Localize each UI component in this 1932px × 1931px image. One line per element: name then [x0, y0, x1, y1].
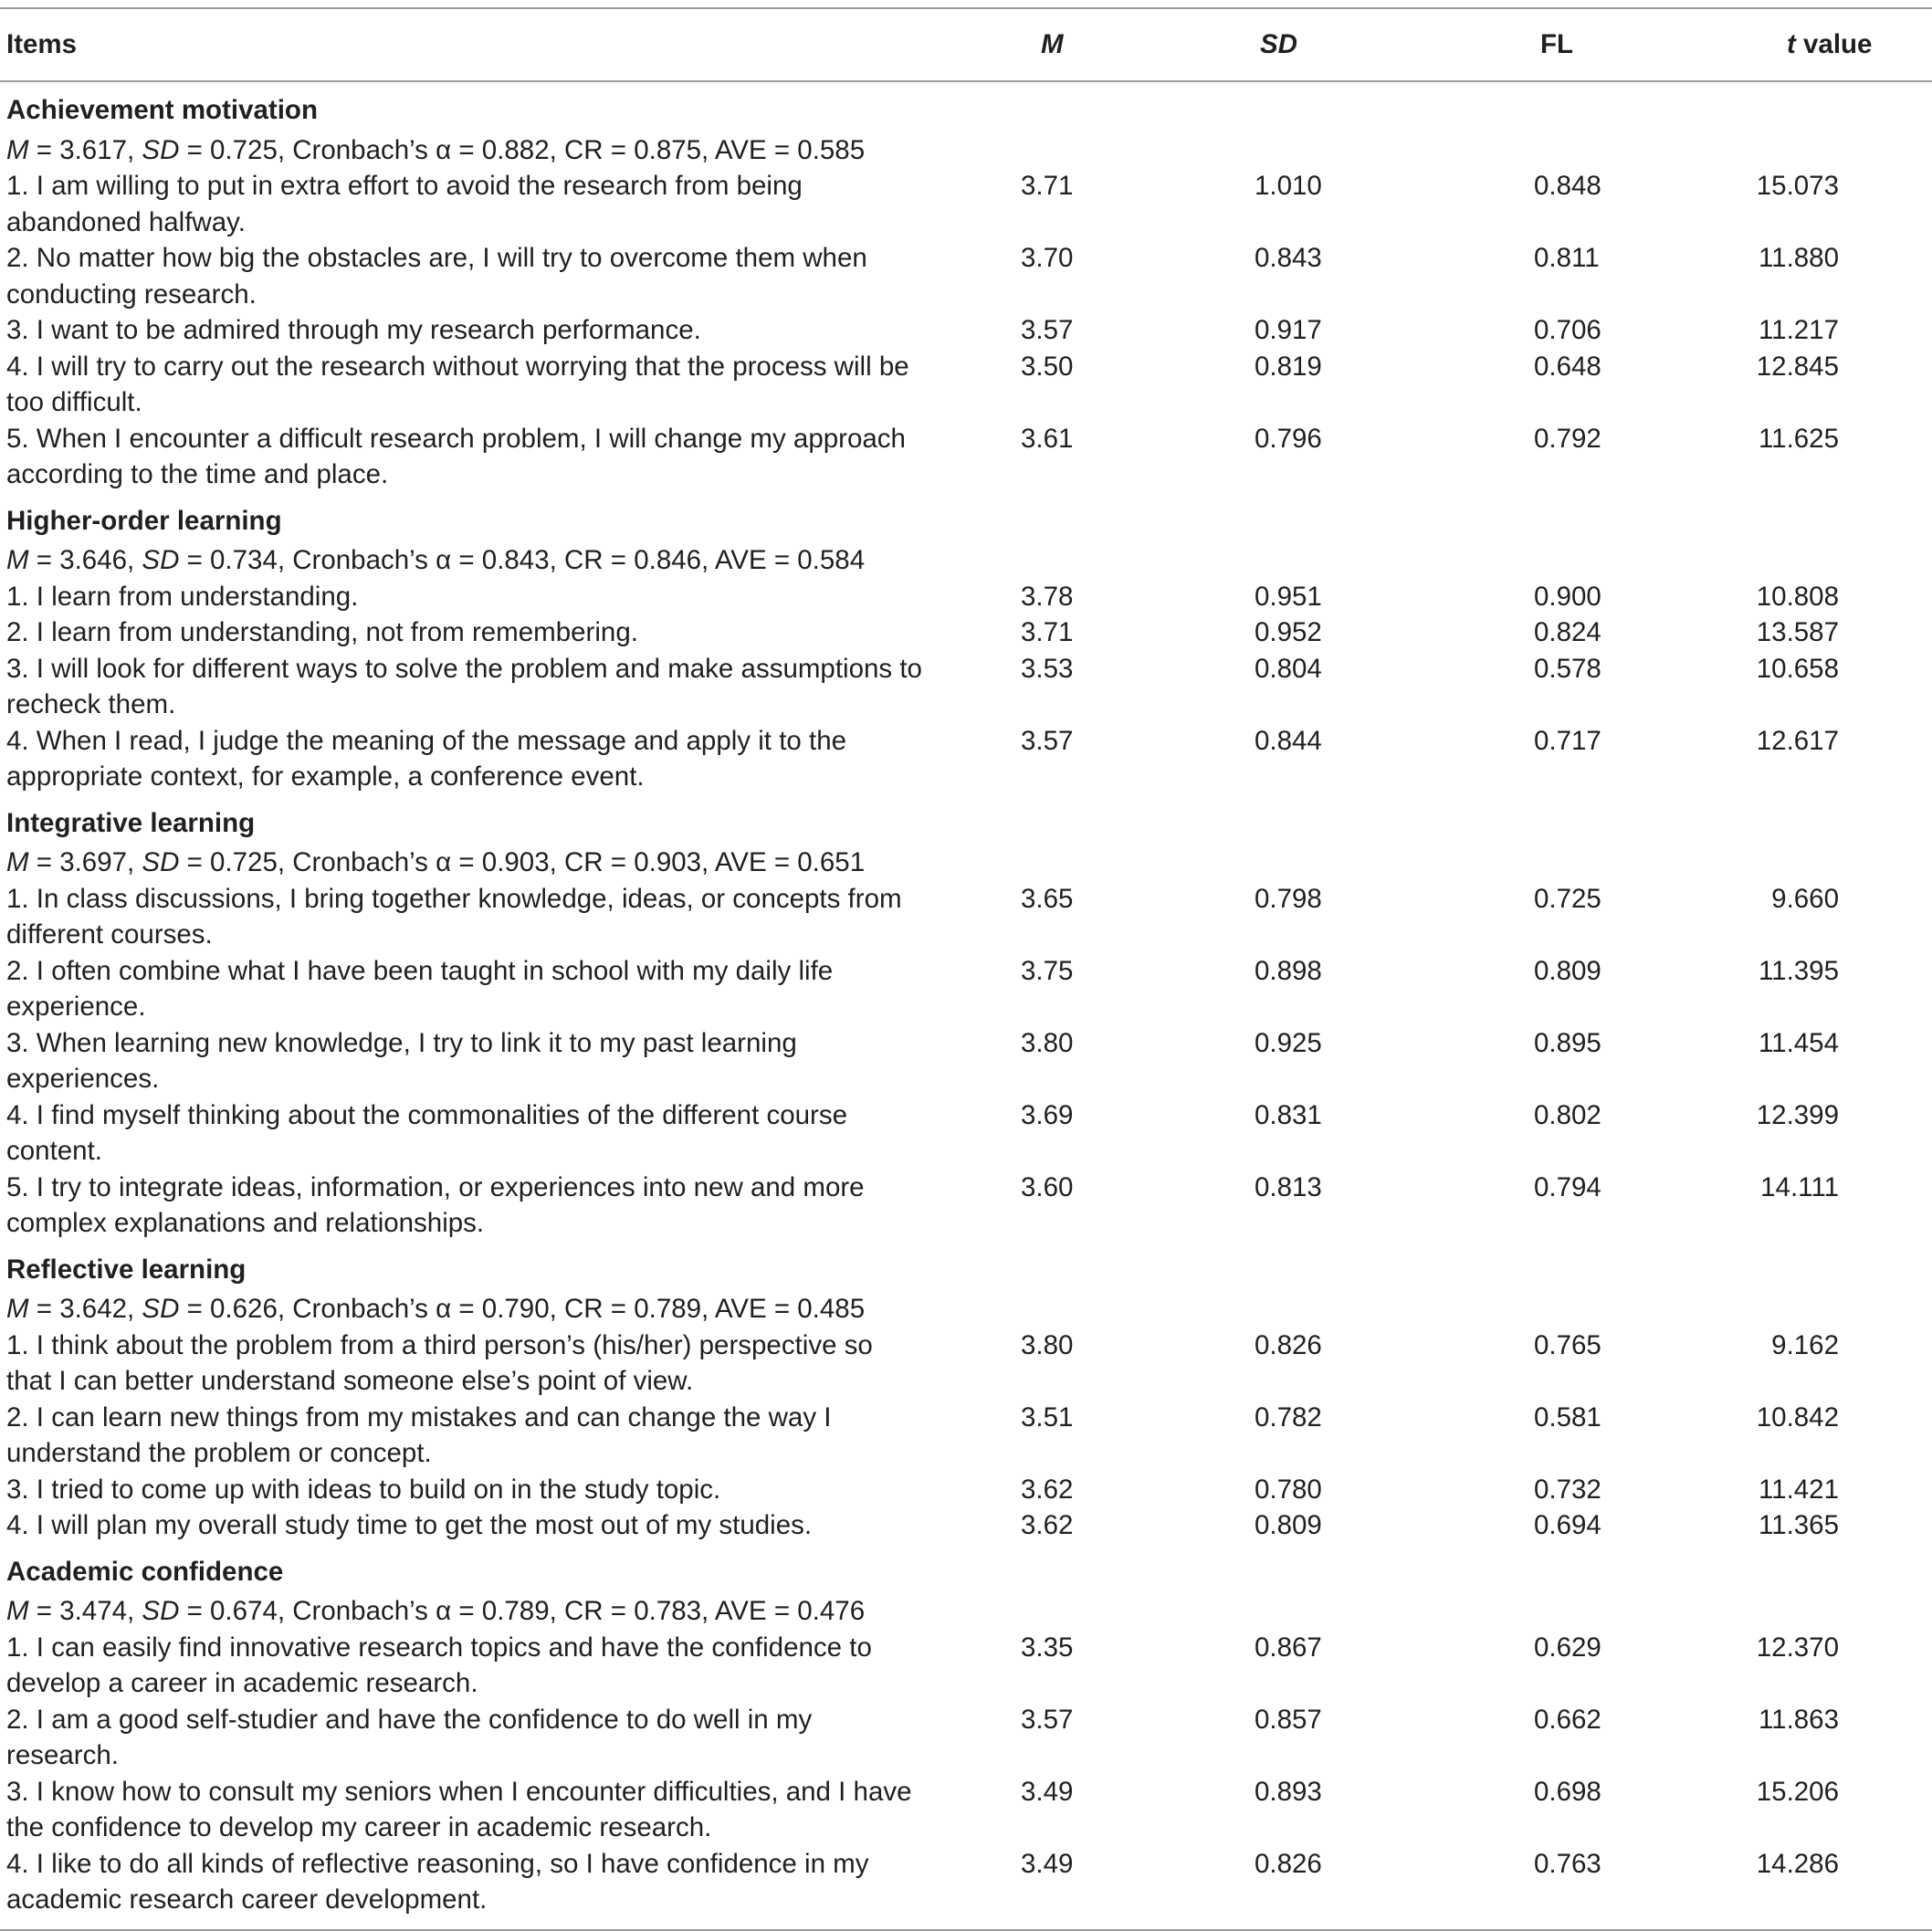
section-title: Integrative learning [6, 807, 256, 838]
item-text: 5. I try to integrate ideas, information, or experiences into new and more complex explanations and relationships. [6, 1171, 865, 1238]
cell-fl: 0.794 [1534, 1171, 1601, 1202]
cell-fl: 0.629 [1534, 1632, 1601, 1663]
section-stats-row [0, 542, 1932, 579]
stats-sd-value: = 0.734, Cronbach’s α = 0.843, CR = 0.846, AVE = 0.584 [179, 545, 866, 575]
table-row [0, 240, 1932, 312]
cell-t-value: 11.625 [1758, 423, 1839, 454]
table-header [0, 8, 1932, 81]
section-stats-row [0, 132, 1932, 169]
table-row [0, 1328, 1932, 1400]
cell-sd: 0.813 [1255, 1171, 1322, 1202]
cell-m: 3.69 [1021, 1099, 1074, 1130]
item-text: 2. No matter how big the obstacles are, I will try to overcome them when conducting research. [6, 243, 867, 310]
stats-sd-label: SD [142, 1596, 180, 1626]
cell-fl: 0.706 [1534, 315, 1601, 345]
stats-m-value: = 3.646, [28, 545, 142, 575]
item-text: 3. I tried to come up with ideas to build on in the study topic. [6, 1474, 721, 1505]
table-row [0, 1702, 1932, 1774]
cell-t-value: 12.845 [1756, 351, 1839, 382]
cell-m: 3.57 [1021, 315, 1074, 345]
stats-m-label: M [6, 847, 29, 877]
stats-m-value: = 3.474, [28, 1596, 142, 1626]
cell-fl: 0.811 [1534, 243, 1600, 273]
cell-m: 3.71 [1021, 171, 1074, 201]
section-stats [0, 845, 1932, 881]
item-text: 1. I think about the problem from a third person’s (his/her) perspective so that I can better understand someone else’s point of view. [6, 1329, 873, 1396]
cell-m: 3.62 [1021, 1474, 1074, 1505]
cell-sd: 0.917 [1255, 315, 1322, 345]
cell-sd: 0.831 [1255, 1099, 1322, 1130]
item-text: 3. I want to be admired through my research performance. [6, 315, 701, 345]
cell-t-value: 9.162 [1771, 1329, 1839, 1360]
cell-sd: 0.857 [1255, 1704, 1322, 1735]
cell-t-value: 13.587 [1756, 617, 1839, 647]
table-row [0, 1170, 1932, 1242]
cell-fl: 0.895 [1534, 1027, 1601, 1058]
cell-sd: 0.893 [1255, 1776, 1322, 1807]
header-sd [1160, 8, 1408, 81]
section-title: Achievement motivation [6, 95, 318, 125]
cell-m: 3.80 [1021, 1027, 1074, 1058]
table-row [0, 1400, 1932, 1472]
section-title: Academic confidence [6, 1556, 284, 1587]
cell-t-value: 15.206 [1756, 1776, 1839, 1807]
stats-m-value: = 3.697, [28, 847, 142, 877]
header-row [0, 8, 1932, 81]
cell-fl: 0.765 [1534, 1329, 1601, 1360]
cell-t-value: 11.421 [1758, 1474, 1839, 1505]
item-text: 4. I like to do all kinds of reflective reasoning, so I have confidence in my academic research career development. [6, 1848, 869, 1915]
section-title: Higher-order learning [6, 505, 282, 536]
item-text: 4. When I read, I judge the meaning of the message and apply it to the appropriate context, for example, a conference event. [6, 725, 847, 792]
cell-t-value: 11.880 [1758, 243, 1839, 273]
cell-fl: 0.824 [1534, 617, 1601, 647]
cell-t-value: 14.286 [1756, 1848, 1839, 1879]
table-row [0, 1097, 1932, 1170]
header-fl: FL [1540, 29, 1574, 60]
stats-m-value: = 3.642, [28, 1294, 142, 1324]
section-stats-row [0, 1593, 1932, 1630]
measurement-table [0, 7, 1932, 1931]
item-text: 1. I learn from understanding. [6, 581, 359, 612]
section-title: Reflective learning [6, 1254, 247, 1285]
table-row [0, 421, 1932, 493]
cell-fl: 0.662 [1534, 1704, 1601, 1735]
header-t-rest: value [1795, 29, 1873, 60]
item-text: 2. I can learn new things from my mistakes and can change the way I understand the problem or concept. [6, 1401, 832, 1468]
cell-t-value: 9.660 [1771, 883, 1839, 914]
header-items: Items [6, 29, 78, 60]
cell-sd: 0.780 [1255, 1474, 1322, 1505]
item-text: 2. I learn from understanding, not from remembering. [6, 617, 638, 647]
table-row [0, 614, 1932, 651]
cell-t-value: 11.395 [1758, 955, 1839, 986]
cell-fl: 0.717 [1534, 725, 1601, 756]
section-stats [0, 542, 1932, 579]
cell-sd: 0.898 [1255, 955, 1322, 986]
table-row [0, 723, 1932, 795]
cell-m: 3.78 [1021, 581, 1074, 612]
cell-sd: 0.819 [1255, 351, 1322, 382]
stats-m-value: = 3.617, [28, 134, 142, 165]
cell-m: 3.51 [1021, 1401, 1074, 1433]
cell-sd: 0.867 [1255, 1632, 1322, 1663]
stats-sd-label: SD [142, 1294, 180, 1324]
cell-m: 3.62 [1021, 1510, 1074, 1540]
stats-m-label: M [6, 545, 29, 575]
cell-m: 3.35 [1021, 1632, 1074, 1663]
stats-sd-value: = 0.626, Cronbach’s α = 0.790, CR = 0.789, AVE = 0.485 [179, 1294, 866, 1324]
cell-m: 3.60 [1021, 1171, 1074, 1202]
cell-t-value: 15.073 [1756, 171, 1839, 201]
cell-fl: 0.725 [1534, 883, 1601, 914]
stats-sd-value: = 0.725, Cronbach’s α = 0.903, CR = 0.903, AVE = 0.651 [179, 847, 866, 877]
cell-sd: 0.951 [1255, 581, 1322, 612]
cell-t-value: 10.842 [1756, 1401, 1839, 1433]
header-sd-label: SD [1260, 29, 1297, 60]
stats-sd-label: SD [142, 847, 180, 877]
table-row [0, 1630, 1932, 1702]
item-text: 2. I am a good self-studier and have the confidence to do well in my research. [6, 1704, 813, 1770]
section-stats [0, 1291, 1932, 1328]
cell-t-value: 14.111 [1760, 1171, 1839, 1202]
header-m [940, 8, 1160, 81]
cell-sd: 1.010 [1255, 171, 1322, 201]
cell-m: 3.71 [1021, 617, 1074, 647]
cell-m: 3.57 [1021, 1704, 1074, 1735]
item-text: 2. I often combine what I have been taught in school with my daily life experience. [6, 955, 834, 1022]
table-row [0, 651, 1932, 723]
table-row [0, 1472, 1932, 1508]
table-row [0, 953, 1932, 1025]
cell-sd: 0.782 [1255, 1401, 1322, 1433]
cell-t-value: 12.370 [1756, 1632, 1839, 1663]
table-row [0, 1774, 1932, 1846]
cell-fl: 0.698 [1534, 1776, 1601, 1807]
item-text: 4. I will try to carry out the research without worrying that the process will be too difficult. [6, 351, 909, 417]
cell-fl: 0.792 [1534, 423, 1601, 454]
stats-sd-label: SD [142, 545, 180, 575]
cell-t-value: 10.808 [1756, 581, 1839, 612]
cell-sd: 0.809 [1255, 1510, 1322, 1540]
cell-m: 3.65 [1021, 883, 1074, 914]
cell-sd: 0.826 [1255, 1329, 1322, 1360]
cell-sd: 0.843 [1255, 243, 1322, 273]
section-header-row [0, 493, 1932, 543]
cell-t-value: 11.365 [1758, 1510, 1839, 1540]
section-stats [0, 1593, 1932, 1630]
cell-m: 3.75 [1021, 955, 1074, 986]
cell-t-value: 11.863 [1758, 1704, 1839, 1735]
item-text: 1. I am willing to put in extra effort to avoid the research from being abandoned halfway. [6, 171, 803, 237]
stats-m-label: M [6, 1294, 29, 1324]
table-row [0, 1846, 1932, 1930]
table-row [0, 349, 1932, 421]
cell-m: 3.50 [1021, 351, 1074, 382]
cell-m: 3.61 [1021, 423, 1074, 454]
item-text: 3. I will look for different ways to solve the problem and make assumptions to recheck them. [6, 653, 922, 719]
cell-t-value: 11.454 [1758, 1027, 1839, 1058]
cell-sd: 0.844 [1255, 725, 1322, 756]
table-row [0, 168, 1932, 240]
cell-fl: 0.578 [1534, 653, 1601, 684]
cell-fl: 0.648 [1534, 351, 1601, 382]
item-text: 1. I can easily find innovative research topics and have the confidence to develop a career in academic research. [6, 1632, 872, 1698]
stats-sd-value: = 0.725, Cronbach’s α = 0.882, CR = 0.875, AVE = 0.585 [179, 134, 866, 165]
stats-sd-value: = 0.674, Cronbach’s α = 0.789, CR = 0.783, AVE = 0.476 [179, 1596, 866, 1626]
item-text: 5. When I encounter a difficult research problem, I will change my approach according to the time and place. [6, 423, 906, 489]
header-t-italic: t [1787, 29, 1796, 60]
cell-sd: 0.925 [1255, 1027, 1322, 1058]
cell-m: 3.70 [1021, 243, 1074, 273]
cell-m: 3.80 [1021, 1329, 1074, 1360]
cell-m: 3.49 [1021, 1776, 1074, 1807]
cell-sd: 0.798 [1255, 883, 1322, 914]
stats-m-label: M [6, 134, 29, 165]
section-header-row [0, 1242, 1932, 1292]
cell-m: 3.49 [1021, 1848, 1074, 1879]
cell-m: 3.53 [1021, 653, 1074, 684]
section-stats [0, 132, 1932, 169]
cell-m: 3.57 [1021, 725, 1074, 756]
section-header-row [0, 81, 1932, 132]
cell-sd: 0.826 [1255, 1848, 1322, 1879]
cell-fl: 0.694 [1534, 1510, 1601, 1540]
table-row [0, 579, 1932, 615]
section-stats-row [0, 1291, 1932, 1328]
cell-fl: 0.763 [1534, 1848, 1601, 1879]
cell-sd: 0.796 [1255, 423, 1322, 454]
stats-m-label: M [6, 1596, 29, 1626]
table-row [0, 1025, 1932, 1097]
cell-fl: 0.809 [1534, 955, 1601, 986]
cell-sd: 0.952 [1255, 617, 1322, 647]
table-body [0, 81, 1932, 1930]
table-row [0, 881, 1932, 953]
cell-t-value: 12.399 [1756, 1099, 1839, 1130]
header-t-value [1682, 8, 1932, 81]
item-text: 3. I know how to consult my seniors when I encounter difficulties, and I have the confidence to develop my career in academic research. [6, 1776, 912, 1842]
header-m-label: M [1041, 29, 1064, 60]
table-row [0, 1507, 1932, 1544]
cell-t-value: 10.658 [1756, 653, 1839, 684]
item-text: 3. When learning new knowledge, I try to link it to my past learning experiences. [6, 1027, 797, 1094]
cell-fl: 0.848 [1534, 171, 1601, 201]
stats-sd-label: SD [142, 134, 180, 165]
item-text: 4. I find myself thinking about the commonalities of the different course content. [6, 1099, 848, 1166]
cell-fl: 0.900 [1534, 581, 1601, 612]
cell-fl: 0.581 [1534, 1401, 1601, 1433]
cell-fl: 0.802 [1534, 1099, 1601, 1130]
cell-sd: 0.804 [1255, 653, 1322, 684]
section-stats-row [0, 845, 1932, 881]
cell-fl: 0.732 [1534, 1474, 1601, 1505]
item-text: 4. I will plan my overall study time to get the most out of my studies. [6, 1510, 813, 1540]
cell-t-value: 12.617 [1756, 725, 1839, 756]
item-text: 1. In class discussions, I bring together knowledge, ideas, or concepts from different courses. [6, 883, 902, 950]
table-row [0, 312, 1932, 349]
section-header-row [0, 795, 1932, 845]
cell-t-value: 11.217 [1758, 315, 1839, 345]
section-header-row [0, 1544, 1932, 1594]
